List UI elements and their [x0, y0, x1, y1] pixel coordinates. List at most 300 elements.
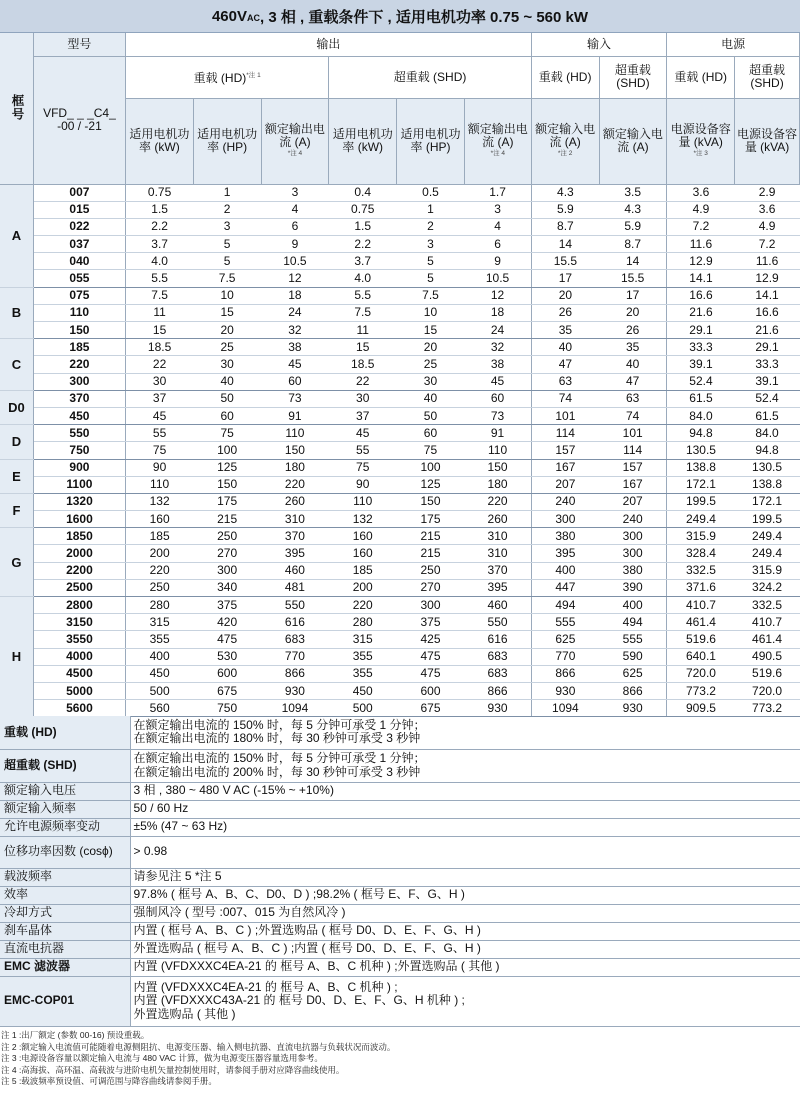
value-cell: 310: [261, 511, 329, 528]
model-header: 型号: [33, 33, 125, 56]
value-cell: 30: [125, 373, 193, 390]
model-cell: 550: [33, 425, 125, 442]
value-cell: 2: [193, 201, 261, 218]
footnote: 注 4 :高海拔、高环温、高载波与进阶电机矢量控制使用时，请参阅手册对应降容曲线使用。: [1, 1064, 345, 1075]
value-cell: 5.9: [599, 218, 667, 235]
value-cell: 930: [464, 700, 531, 717]
value-cell: 300: [599, 528, 667, 545]
value-cell: 157: [599, 459, 667, 476]
title-main: 460V: [211, 7, 248, 25]
pw-shd-kva-header: 电源设备容量 (kVA): [735, 98, 800, 184]
value-cell: 5: [397, 270, 465, 287]
value-cell: 16.6: [667, 287, 735, 304]
value-cell: 930: [531, 682, 599, 699]
info-value: [130, 940, 800, 958]
info-line: 内置 (VFDXXXC43A-21 的 框号 D0、D、E、F、G、H 机种 ) ;: [133, 993, 465, 1008]
value-cell: 460: [261, 562, 329, 579]
value-cell: 18.5: [329, 356, 397, 373]
value-cell: 45: [125, 407, 193, 424]
value-cell: 600: [193, 665, 261, 682]
model-cell: 1600: [33, 511, 125, 528]
value-cell: 866: [464, 682, 531, 699]
model-cell: 007: [33, 184, 125, 201]
value-cell: 150: [464, 459, 531, 476]
shd-output-header: 超重载 (SHD): [329, 56, 531, 98]
model-cell: 3150: [33, 614, 125, 631]
value-cell: 74: [531, 390, 599, 407]
value-cell: 138.8: [735, 476, 800, 493]
value-cell: 20: [397, 339, 465, 356]
value-cell: 7.2: [667, 218, 735, 235]
info-row: [0, 749, 800, 782]
info-value: [130, 800, 800, 818]
value-cell: 15: [329, 339, 397, 356]
value-cell: 6: [464, 236, 531, 253]
value-cell: 270: [193, 545, 261, 562]
in-hd-current-header: 额定输入电流 (A) *注 2: [531, 98, 599, 184]
input-hd-header: 重载 (HD): [531, 56, 599, 98]
value-cell: 45: [329, 425, 397, 442]
value-cell: 39.1: [735, 373, 800, 390]
value-cell: 73: [261, 390, 329, 407]
value-cell: 160: [329, 528, 397, 545]
info-line: 外置选购品 ( 框号 A、B、C ) ;内置 ( 框号 D0、D、E、F、G、H ): [133, 941, 481, 956]
value-cell: 494: [599, 614, 667, 631]
model-cell: 900: [33, 459, 125, 476]
value-cell: 1.5: [125, 201, 193, 218]
model-cell: 075: [33, 287, 125, 304]
value-cell: 17: [531, 270, 599, 287]
value-cell: 132: [125, 493, 193, 510]
value-cell: 14.1: [735, 287, 800, 304]
value-cell: 11: [125, 304, 193, 321]
value-cell: 4.9: [735, 218, 800, 235]
value-cell: 395: [531, 545, 599, 562]
info-value: [130, 886, 800, 904]
value-cell: 180: [261, 459, 329, 476]
value-cell: 38: [464, 356, 531, 373]
power-hd-header: 重载 (HD): [667, 56, 735, 98]
value-cell: 2.2: [125, 218, 193, 235]
value-cell: 101: [599, 425, 667, 442]
value-cell: 355: [125, 631, 193, 648]
value-cell: 172.1: [735, 493, 800, 510]
value-cell: 355: [329, 665, 397, 682]
value-cell: 75: [125, 442, 193, 459]
info-line: > 0.98: [133, 844, 168, 859]
value-cell: 60: [397, 425, 465, 442]
value-cell: 300: [531, 511, 599, 528]
value-cell: 250: [397, 562, 465, 579]
value-cell: 150: [261, 442, 329, 459]
model-cell: 3550: [33, 631, 125, 648]
frame-cell: G: [0, 528, 33, 597]
value-cell: 1094: [531, 700, 599, 717]
model-cell: 2200: [33, 562, 125, 579]
value-cell: 20: [531, 287, 599, 304]
info-row: [0, 800, 800, 818]
info-table: [0, 716, 800, 1027]
value-cell: 110: [125, 476, 193, 493]
value-cell: 167: [599, 476, 667, 493]
value-cell: 32: [261, 322, 329, 339]
value-cell: 300: [193, 562, 261, 579]
info-line: 在额定输出电流的 150% 时，每 5 分钟可承受 1 分钟；: [133, 717, 426, 732]
info-label: 超重载 (SHD): [0, 749, 130, 782]
value-cell: 371.6: [667, 579, 735, 596]
value-cell: 395: [464, 579, 531, 596]
value-cell: 17: [599, 287, 667, 304]
model-cell: 185: [33, 339, 125, 356]
value-cell: 450: [329, 682, 397, 699]
value-cell: 75: [193, 425, 261, 442]
value-cell: 130.5: [667, 442, 735, 459]
info-row: [0, 922, 800, 940]
value-cell: 400: [125, 648, 193, 665]
value-cell: 5: [193, 253, 261, 270]
model-cell: 1850: [33, 528, 125, 545]
value-cell: 370: [261, 528, 329, 545]
value-cell: 125: [397, 476, 465, 493]
value-cell: 375: [397, 614, 465, 631]
value-cell: 26: [599, 322, 667, 339]
value-cell: 475: [397, 648, 465, 665]
value-cell: 20: [599, 304, 667, 321]
value-cell: 52.4: [667, 373, 735, 390]
model-cell: 1100: [33, 476, 125, 493]
value-cell: 30: [329, 390, 397, 407]
value-cell: 315: [125, 614, 193, 631]
value-cell: 750: [193, 700, 261, 717]
table-row: [0, 218, 800, 235]
table-row: [0, 682, 800, 699]
value-cell: 45: [261, 356, 329, 373]
value-cell: 132: [329, 511, 397, 528]
value-cell: 249.4: [667, 511, 735, 528]
value-cell: 84.0: [667, 407, 735, 424]
info-value: [130, 868, 800, 886]
value-cell: 47: [531, 356, 599, 373]
model-cell: 040: [33, 253, 125, 270]
frame-cell: C: [0, 339, 33, 391]
frame-cell: H: [0, 597, 33, 717]
value-cell: 0.75: [329, 201, 397, 218]
value-cell: 240: [531, 493, 599, 510]
value-cell: 773.2: [667, 682, 735, 699]
value-cell: 3.7: [329, 253, 397, 270]
value-cell: 33.3: [667, 339, 735, 356]
table-row: [0, 407, 800, 424]
table-row: [0, 339, 800, 356]
value-cell: 10.5: [464, 270, 531, 287]
value-cell: 110: [464, 442, 531, 459]
value-cell: 84.0: [735, 425, 800, 442]
frame-cell: D: [0, 425, 33, 459]
value-cell: 930: [599, 700, 667, 717]
value-cell: 355: [329, 648, 397, 665]
value-cell: 12: [261, 270, 329, 287]
value-cell: 7.5: [329, 304, 397, 321]
value-cell: 250: [193, 528, 261, 545]
value-cell: 215: [397, 545, 465, 562]
value-cell: 74: [599, 407, 667, 424]
value-cell: 52.4: [735, 390, 800, 407]
info-row: [0, 976, 800, 1026]
info-line: 在额定输出电流的 180% 时，每 30 秒钟可承受 3 秒钟: [133, 731, 421, 746]
value-cell: 11: [329, 322, 397, 339]
value-cell: 555: [599, 631, 667, 648]
value-cell: 0.5: [397, 184, 465, 201]
value-cell: 909.5: [667, 700, 735, 717]
value-cell: 114: [531, 425, 599, 442]
value-cell: 250: [125, 579, 193, 596]
value-cell: 160: [329, 545, 397, 562]
value-cell: 324.2: [735, 579, 800, 596]
value-cell: 5.9: [531, 201, 599, 218]
value-cell: 494: [531, 597, 599, 614]
value-cell: 4.3: [599, 201, 667, 218]
info-line: 50 / 60 Hz: [133, 801, 189, 816]
value-cell: 390: [599, 579, 667, 596]
value-cell: 500: [125, 682, 193, 699]
info-row: [0, 716, 800, 749]
value-cell: 21.6: [667, 304, 735, 321]
value-cell: 175: [397, 511, 465, 528]
value-cell: 150: [397, 493, 465, 510]
value-cell: 63: [599, 390, 667, 407]
value-cell: 1: [397, 201, 465, 218]
spec-table: [0, 33, 800, 717]
model-cell: 022: [33, 218, 125, 235]
value-cell: 5.5: [125, 270, 193, 287]
value-cell: 37: [329, 407, 397, 424]
value-cell: 18: [261, 287, 329, 304]
power-header: 电源: [667, 33, 800, 56]
value-cell: 50: [397, 407, 465, 424]
value-cell: 35: [599, 339, 667, 356]
value-cell: 720.0: [735, 682, 800, 699]
value-cell: 185: [329, 562, 397, 579]
shd-hp-header: 适用电机功率 (HP): [397, 98, 465, 184]
value-cell: 1.7: [464, 184, 531, 201]
value-cell: 38: [261, 339, 329, 356]
info-value: [130, 836, 800, 868]
model-cell: 037: [33, 236, 125, 253]
value-cell: 14: [599, 253, 667, 270]
value-cell: 400: [599, 597, 667, 614]
model-cell: 4000: [33, 648, 125, 665]
footnote: 注 2 :额定输入电流值可能随着电源侧阻抗、电源变压器、输入侧电抗器、直流电抗器与负载状况而波动。: [1, 1041, 396, 1052]
value-cell: 90: [125, 459, 193, 476]
value-cell: 4: [261, 201, 329, 218]
value-cell: 370: [464, 562, 531, 579]
value-cell: 380: [531, 528, 599, 545]
value-cell: 461.4: [735, 631, 800, 648]
info-value: [130, 716, 800, 749]
value-cell: 15: [397, 322, 465, 339]
model-cell: 370: [33, 390, 125, 407]
info-label: 直流电抗器: [0, 940, 130, 958]
hd-output-header: 重载 (HD)$^{*注 1}$: [125, 56, 328, 98]
value-cell: 2.2: [329, 236, 397, 253]
value-cell: 375: [193, 597, 261, 614]
value-cell: 260: [261, 493, 329, 510]
hd-current-header: 额定输出电流 (A) *注 4: [261, 98, 329, 184]
value-cell: 167: [531, 459, 599, 476]
value-cell: 75: [397, 442, 465, 459]
table-row: [0, 597, 800, 614]
model-cell: 5600: [33, 700, 125, 717]
value-cell: 640.1: [667, 648, 735, 665]
value-cell: 770: [261, 648, 329, 665]
value-cell: 160: [125, 511, 193, 528]
value-cell: 7.5: [125, 287, 193, 304]
shd-current-header: 额定输出电流 (A) *注 4: [464, 98, 531, 184]
value-cell: 5: [193, 236, 261, 253]
footnote: 注 3 :电源设备容量以额定输入电流与 480 VAC 计算，做为电源变压器容量选用参考。: [1, 1053, 323, 1064]
value-cell: 519.6: [735, 665, 800, 682]
model-cell: 450: [33, 407, 125, 424]
value-cell: 8.7: [531, 218, 599, 235]
value-cell: 14: [531, 236, 599, 253]
value-cell: 675: [193, 682, 261, 699]
value-cell: 7.5: [397, 287, 465, 304]
table-row: [0, 253, 800, 270]
value-cell: 30: [397, 373, 465, 390]
value-cell: 37: [125, 390, 193, 407]
value-cell: 625: [599, 665, 667, 682]
table-row: [0, 373, 800, 390]
model-cell: 110: [33, 304, 125, 321]
value-cell: 24: [261, 304, 329, 321]
value-cell: 3.6: [735, 201, 800, 218]
title-rest: , 3 相 , 重载条件下 , 适用电机功率 0.75 ~ 560 kW: [260, 8, 589, 26]
value-cell: 930: [261, 682, 329, 699]
frame-cell: D0: [0, 390, 33, 424]
value-cell: 249.4: [735, 528, 800, 545]
value-cell: 300: [397, 597, 465, 614]
info-label: 效率: [0, 886, 130, 904]
info-label: EMC 滤波器: [0, 958, 130, 976]
info-row: [0, 818, 800, 836]
output-header: 输出: [125, 33, 531, 56]
value-cell: 310: [464, 528, 531, 545]
info-label: 冷却方式: [0, 904, 130, 922]
model-cell: 2500: [33, 579, 125, 596]
power-shd-header: 超重载 (SHD): [735, 56, 800, 98]
value-cell: 410.7: [735, 614, 800, 631]
value-cell: 32: [464, 339, 531, 356]
value-cell: 315.9: [735, 562, 800, 579]
value-cell: 12.9: [735, 270, 800, 287]
value-cell: 220: [464, 493, 531, 510]
table-row: [0, 287, 800, 304]
table-row: [0, 425, 800, 442]
info-line: 内置 (VFDXXXC4EA-21 的 框号 A、B、C 机种 ) ;: [133, 979, 398, 994]
value-cell: 9: [464, 253, 531, 270]
value-cell: 199.5: [667, 493, 735, 510]
info-value: [130, 749, 800, 782]
info-line: 外置选购品 ( 其他 ): [133, 1006, 236, 1021]
info-line: 内置 ( 框号 A、B、C ) ;外置选购品 ( 框号 D0、D、E、F、G、H ): [133, 923, 481, 938]
value-cell: 3: [193, 218, 261, 235]
value-cell: 280: [125, 597, 193, 614]
value-cell: 40: [531, 339, 599, 356]
info-line: 97.8% ( 框号 A、B、C、D0、D ) ;98.2% ( 框号 E、F、G、H ): [133, 887, 465, 902]
info-value: [130, 976, 800, 1026]
model-code-header: VFD_ _ _C4_ -00 / -21: [33, 56, 125, 184]
value-cell: 380: [599, 562, 667, 579]
info-row: [0, 940, 800, 958]
value-cell: 770: [531, 648, 599, 665]
title-sub: AC: [247, 13, 261, 23]
value-cell: 63: [531, 373, 599, 390]
value-cell: 773.2: [735, 700, 800, 717]
value-cell: 270: [397, 579, 465, 596]
info-label: 允许电源频率变动: [0, 818, 130, 836]
value-cell: 220: [329, 597, 397, 614]
pw-hd-kva-header: 电源设备容量 (kVA) *注 3: [667, 98, 735, 184]
table-row: [0, 665, 800, 682]
model-cell: 055: [33, 270, 125, 287]
input-shd-header: 超重载 (SHD): [599, 56, 667, 98]
model-cell: 150: [33, 322, 125, 339]
value-cell: 25: [193, 339, 261, 356]
table-row: [0, 562, 800, 579]
value-cell: 130.5: [735, 459, 800, 476]
value-cell: 866: [599, 682, 667, 699]
frame-cell: A: [0, 184, 33, 287]
value-cell: 185: [125, 528, 193, 545]
value-cell: 10: [193, 287, 261, 304]
value-cell: 866: [261, 665, 329, 682]
table-row: [0, 545, 800, 562]
info-row: [0, 886, 800, 904]
value-cell: 16.6: [735, 304, 800, 321]
info-value: [130, 818, 800, 836]
value-cell: 461.4: [667, 614, 735, 631]
table-row: [0, 631, 800, 648]
value-cell: 395: [261, 545, 329, 562]
spec-body: [0, 184, 800, 717]
value-cell: 616: [261, 614, 329, 631]
frame-cell: B: [0, 287, 33, 339]
model-cell: 300: [33, 373, 125, 390]
value-cell: 10: [397, 304, 465, 321]
value-cell: 3: [261, 184, 329, 201]
info-row: [0, 782, 800, 800]
value-cell: 172.1: [667, 476, 735, 493]
value-cell: 555: [531, 614, 599, 631]
value-cell: 249.4: [735, 545, 800, 562]
value-cell: 15: [193, 304, 261, 321]
info-label: 重载 (HD): [0, 716, 130, 749]
info-row: [0, 836, 800, 868]
value-cell: 550: [464, 614, 531, 631]
frame-header: 框号: [0, 33, 33, 184]
value-cell: 12.9: [667, 253, 735, 270]
info-line: 请参见注 5 *注 5: [133, 869, 222, 884]
value-cell: 180: [464, 476, 531, 493]
table-row: [0, 304, 800, 321]
value-cell: 29.1: [735, 339, 800, 356]
value-cell: 125: [193, 459, 261, 476]
value-cell: 75: [329, 459, 397, 476]
info-label: 刹车晶体: [0, 922, 130, 940]
value-cell: 60: [464, 390, 531, 407]
value-cell: 110: [261, 425, 329, 442]
info-line: 内置 (VFDXXXC4EA-21 的 框号 A、B、C 机种 ) ;外置选购品 ( 其他 ): [133, 959, 500, 974]
